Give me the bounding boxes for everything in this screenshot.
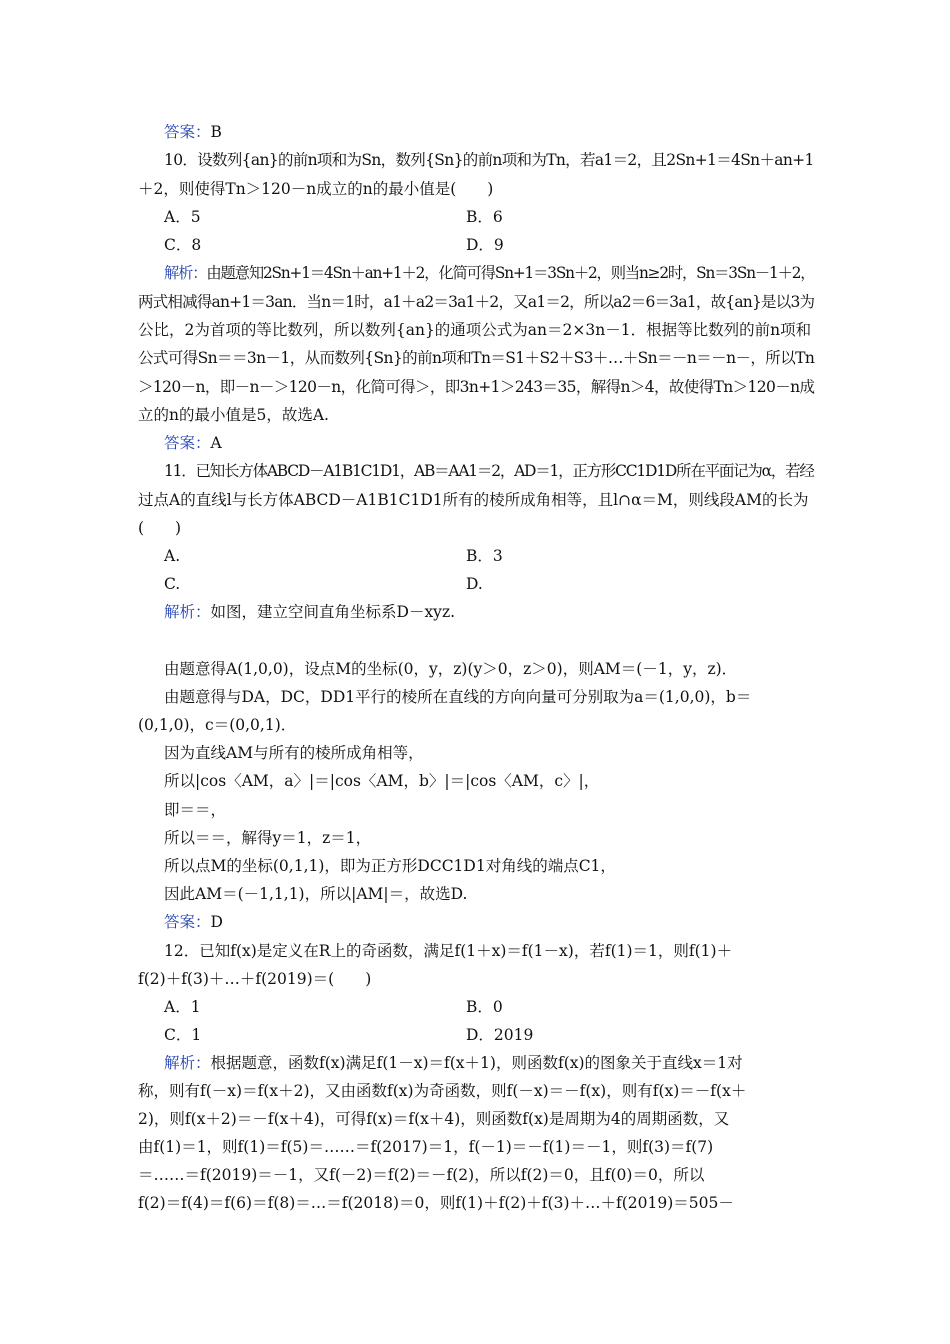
analysis-label: 解析： (164, 1054, 211, 1072)
q12-analysis-line: 解析：根据题意，函数f(x)满足f(1－x)＝f(x＋1)，则函数f(x)的图象关于直线x＝1对 (164, 1054, 743, 1072)
q10-option-c: C．8 (164, 236, 202, 254)
q11-answer: 答案：D (164, 913, 223, 931)
q10-stem-line: 10．设数列{an}的前n项和为Sn，数列{Sn}的前n项和为Tn，若a1＝2，且2Sn+1＝4Sn＋an+1 (164, 151, 814, 169)
q12-analysis-line: 由f(1)＝1，则f(1)＝f(5)＝……＝f(2017)＝1，f(－1)＝－f(1)＝－1，则f(3)＝f(7) (138, 1138, 714, 1156)
q12-analysis-line: ＝……＝f(2019)＝－1，又f(－2)＝f(2)＝－f(2)，所以f(2)＝0，且f(0)＝0，所以 (138, 1166, 705, 1184)
q12-stem-line: f(2)＋f(3)＋…＋f(2019)＝( ) (138, 970, 372, 988)
q11-solution-line: 因此AM＝(－1,1,1)，所以|AM|＝，故选D. (164, 885, 468, 903)
q12-option-c: C．1 (164, 1026, 202, 1044)
q11-analysis-line: 解析：如图，建立空间直角坐标系D－xyz. (164, 603, 456, 621)
q10-option-b: B．6 (466, 208, 503, 226)
q11-option-d: D. (466, 575, 483, 593)
answer-label: 答案： (164, 913, 211, 931)
answer-label: 答案： (164, 434, 211, 452)
q12-option-b: B．0 (466, 998, 503, 1016)
q9-answer: 答案：B (164, 123, 222, 141)
q11-solution-line: 所以|cos〈AM，a〉|＝|cos〈AM，b〉|＝|cos〈AM，c〉|， (164, 772, 600, 790)
q11-option-a: A. (164, 547, 181, 565)
q10-analysis-line: ＞120－n，即－n－＞120－n，化简可得＞，即3n+1＞243＝35，解得n＞4，故使得Tn＞120－n成 (138, 378, 815, 396)
q12-stem-line: 12．已知f(x)是定义在R上的奇函数，满足f(1＋x)＝f(1－x)，若f(1)＝1，则f(1)＋ (164, 942, 733, 960)
q10-analysis-line: 公比，2为首项的等比数列，所以数列{an}的通项公式为an＝2×3n－1．根据等比数列的前n项和 (138, 321, 812, 339)
q11-solution-line: (0,1,0)，c＝(0,0,1)． (138, 716, 297, 734)
q10-analysis-line: 公式可得Sn＝＝3n－1，从而数列{Sn}的前n项和Tn＝S1＋S2＋S3＋…＋Sn＝－n＝－n－，所以Tn (138, 349, 815, 367)
q11-stem-line: ( ) (138, 519, 182, 537)
q10-option-d: D．9 (466, 236, 504, 254)
q10-answer: 答案：A (164, 434, 222, 452)
q12-option-d: D．2019 (466, 1026, 534, 1044)
q12-option-a: A．1 (164, 998, 201, 1016)
q10-stem-line: ＋2，则使得Tn＞120－n成立的n的最小值是( ) (138, 180, 494, 198)
q10-option-a: A．5 (164, 208, 201, 226)
q10-analysis-line: 解析：由题意知2Sn+1＝4Sn＋an+1＋2，化简可得Sn+1＝3Sn＋2，则当n≥2时，Sn＝3Sn－1＋2， (164, 264, 815, 282)
q11-option-b: B．3 (466, 547, 503, 565)
q11-option-c: C. (164, 575, 181, 593)
answer-label: 答案： (164, 123, 211, 141)
q11-solution-line: 由题意得A(1,0,0)，设点M的坐标(0，y，z)(y＞0，z＞0)，则AM＝(－1，y，z)． (164, 660, 738, 678)
q12-analysis-line: 称，则有f(－x)＝f(x＋2)，又由函数f(x)为奇函数，则f(－x)＝－f(x)，则有f(x)＝－f(x＋ (138, 1082, 747, 1100)
q10-analysis-line: 两式相减得an+1＝3an．当n＝1时，a1＋a2＝3a1＋2，又a1＝2，所以a2＝6＝3a1，故{an}是以3为 (138, 293, 815, 311)
q11-solution-line: 由题意得与DA，DC，DD1平行的棱所在直线的方向向量可分别取为a＝(1,0,0)，b＝ (164, 688, 752, 706)
q12-analysis-line: f(2)＝f(4)＝f(6)＝f(8)＝…＝f(2018)＝0，则f(1)＋f(2)＋f(3)＋…＋f(2019)＝505－ (138, 1194, 734, 1212)
analysis-label: 解析： (164, 603, 211, 621)
q11-solution-line: 即＝＝， (164, 801, 227, 819)
q10-analysis-line: 立的n的最小值是5，故选A. (138, 406, 329, 424)
q11-solution-line: 所以＝＝，解得y＝1，z＝1， (164, 829, 372, 847)
analysis-label: 解析： (164, 264, 207, 282)
q11-stem-line: 过点A的直线l与长方体ABCD－A1B1C1D1所有的棱所成角相等，且l∩α＝M，则线段AM的长为 (138, 491, 809, 509)
q11-stem-line: 11．已知长方体ABCD－A1B1C1D1，AB＝AA1＝2，AD＝1，正方形CC1D1D所在平面记为α，若经 (164, 462, 814, 480)
q11-solution-line: 所以点M的坐标(0,1,1)，即为正方形DCC1D1对角线的端点C1， (164, 857, 616, 875)
q11-solution-line: 因为直线AM与所有的棱所成角相等， (164, 744, 424, 762)
q12-analysis-line: 2)，则f(x＋2)＝－f(x＋4)，可得f(x)＝f(x＋4)，则函数f(x)是周期为4的周期函数，又 (138, 1110, 730, 1128)
